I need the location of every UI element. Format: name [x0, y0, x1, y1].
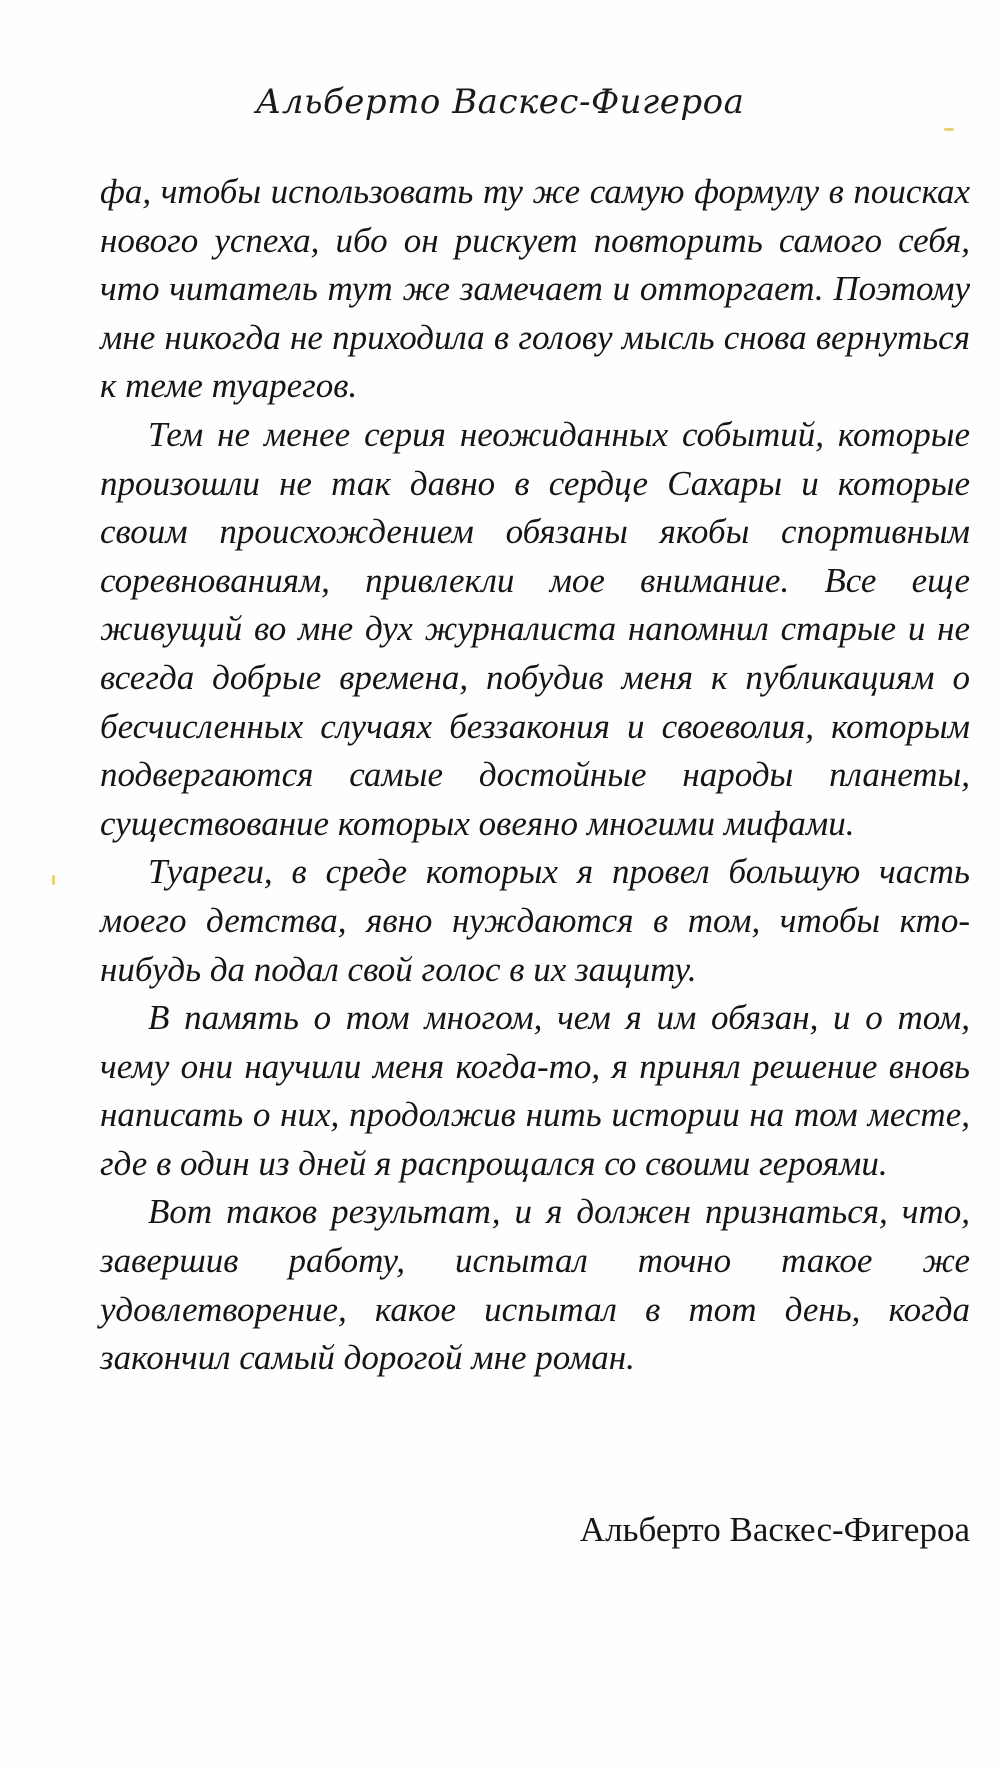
paragraph: Туареги, в среде которых я провел большую часть моего детства, явно нуждаются в том, чтобы кто-нибудь да подал свой голос в их защиту. — [100, 852, 970, 989]
paragraph: В память о том многом, чем я им обязан, и о том, чему они научили меня когда-то, я принял решение вновь написать о них, продолжив нить истории на том месте, где в один из дней я распрощался со своими героями. — [100, 998, 970, 1183]
author-signature: Альберто Васкес-Фигероа — [579, 1510, 970, 1549]
paper-speck — [944, 128, 954, 131]
running-head: Альберто Васкес-Фигероа — [255, 82, 745, 122]
paragraph: Тем не менее серия неожиданных событий, которые произошли не так давно в сердце Сахары и которые своим происхождением обязаны якобы спортивным соревнованиям, привлекли мое внимание. Все еще живущий во мне дух журналиста напомнил старые и не всегда добрые времена, побудив меня к публикациям о бесчисленных случаях беззакония и своеволия, которым подвергаются самые достойные народы планеты, существование которых овеяно многими мифами. — [100, 414, 970, 843]
body-text — [100, 168, 970, 1383]
paper-speck — [52, 875, 55, 885]
paragraph-continuation: фа, чтобы использовать ту же самую формулу в поисках нового успеха, ибо он рискует повторить самого себя, что читатель тут же замечает и отторгает. Поэтому мне никогда не приходила в голову мысль снова вернуться к теме туарегов. — [100, 172, 970, 406]
paragraph: Вот таков результат, и я должен признаться, что, завершив работу, испытал точно такое же удовлетворение, какое испытал в тот день, когда закончил самый дорогой мне роман. — [100, 1192, 970, 1378]
